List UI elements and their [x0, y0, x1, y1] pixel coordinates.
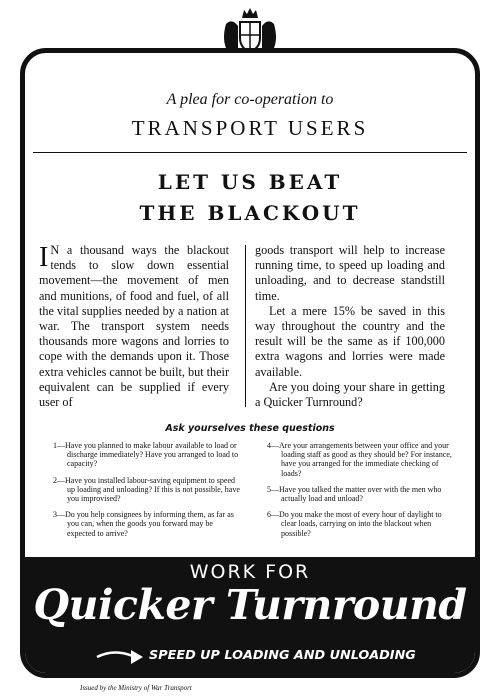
issued-by: Issued by the Ministry of War Transport — [80, 684, 192, 692]
questions-heading: Ask yourselves these questions — [165, 423, 335, 434]
body-left-column — [39, 243, 229, 410]
slogan-speed-up: SPEED UP LOADING AND UNLOADING — [149, 648, 416, 663]
column-divider — [245, 245, 246, 407]
body-right-p2: Let a mere 15% be saved in this way throughout the country and the result will be the same as if 100,000 extra wagons and lorries were made available. — [255, 303, 445, 379]
question-item: 1—Have you planned to make labour available to load or discharge immediately? Have you arranged to load to capacity? — [53, 441, 239, 469]
body-left-text: N a thousand ways the blackout tends to slow down essential movement—the movement of men and munitions, of food and fuel, of all the vital supplies needed by a nation at war. The transport system needs thousands more wagons and lorries to cope with the demands upon it. Those extra vehicles cannot be built, but their equivalent can be supplied if every user of — [39, 243, 229, 410]
headline-line-1: LET US BEAT — [157, 170, 343, 194]
poster-frame — [20, 48, 480, 678]
page-title: TRANSPORT USERS — [131, 116, 369, 140]
question-item: 5—Have you talked the matter over with the men who actually load and unload? — [267, 484, 442, 504]
question-item: 3—Do you help consignees by informing them, as far as you can, when the goods you forward may be expected to arrive? — [53, 510, 234, 538]
body-left-paragraph — [39, 243, 229, 410]
headline-line-2: THE BLACKOUT — [139, 201, 361, 225]
questions-left — [53, 441, 243, 545]
body-right-p3: Are you doing your share in getting a Quicker Turnround? — [255, 379, 445, 410]
plea-line: A plea for co-operation to — [166, 91, 334, 108]
headline — [25, 167, 475, 229]
body-right-p1: goods transport will help to increase running time, to speed up loading and unloading, and to decrease standstill time. — [255, 243, 445, 303]
drop-cap: I — [39, 242, 49, 273]
slogan-quicker-turnround: Quicker Turnround — [33, 581, 467, 629]
question-item: 4—Are your arrangements between your office and your loading staff as good as they should be? For instance, have you arranged for the immediate checking of loads? — [267, 441, 452, 478]
divider — [33, 152, 467, 153]
arrow-right-icon — [95, 646, 145, 668]
question-item: 6—Do you make the most of every hour of daylight to clear loads, carrying on into the blackout when possible? — [267, 510, 442, 538]
slogan-work-for: WORK FOR — [189, 561, 311, 583]
question-item: 2—Have you installed labour-saving equipment to speed up loading and unloading? If this is not possible, have you improvised? — [53, 475, 240, 504]
body-right-column — [255, 243, 445, 410]
questions-right — [267, 441, 457, 545]
